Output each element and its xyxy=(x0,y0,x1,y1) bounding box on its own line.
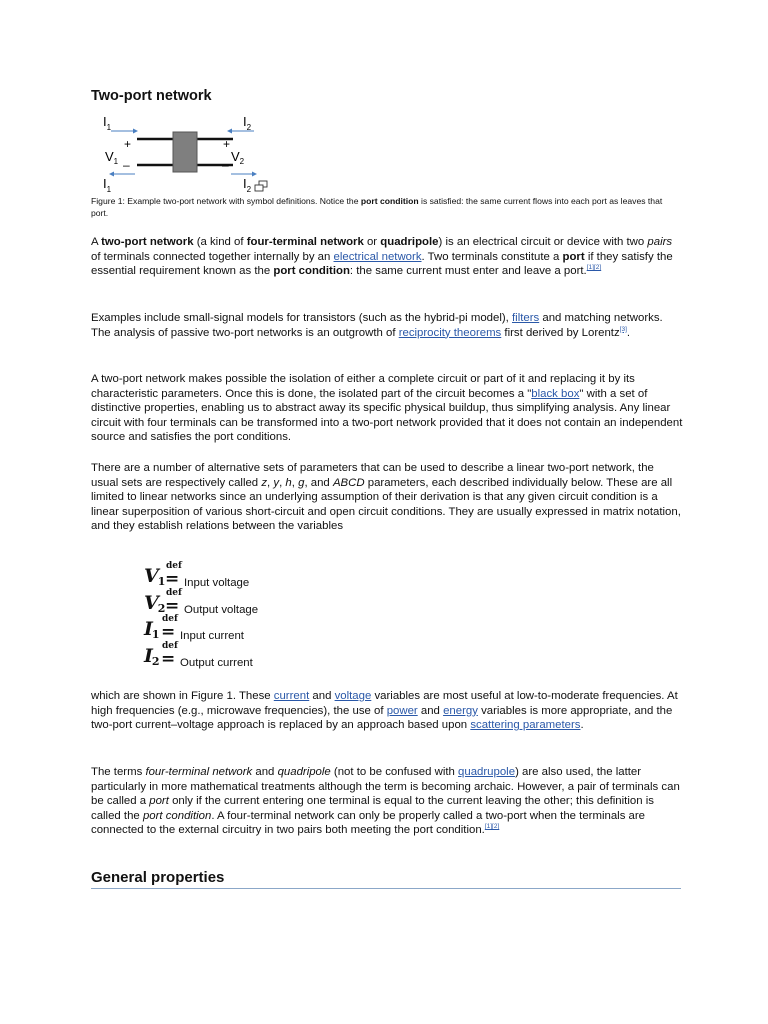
page-title: Two-port network xyxy=(91,88,212,104)
i1-top-label: $I_1$ xyxy=(103,114,112,132)
variable-i2: $I_2$ def = Output current xyxy=(144,640,253,669)
two-port-diagram xyxy=(91,112,281,194)
variable-v2: $V_2$ def = Output voltage xyxy=(144,587,259,616)
i1-top-arrowhead xyxy=(133,129,138,134)
paragraph-parameters: There are a number of alternative sets of parameters that can be used to describe a linear two-port network, the usual sets are respectively called z, y, h, g, and ABCD parameters, each described individually below. These are all limited to linear networks since an underlying assumption of their derivation is that any given circuit condition is a linear superposition of various short-circuit and open circuit conditions. They are usually expressed in matrix notation, and they establish relations between the variables xyxy=(91,462,681,532)
link-filters[interactable]: filters xyxy=(512,312,540,324)
v1-label: $V_1$ xyxy=(105,149,119,166)
citation-1-2[interactable]: [1][2] xyxy=(586,264,602,271)
link-electrical-network[interactable]: electrical network xyxy=(333,250,422,263)
i1-bottom-arrowhead xyxy=(109,172,114,177)
paragraph-black-box: A two-port network makes possible the isolation of either a complete circuit or part of it and replacing it by its characteristic parameters. Once this is done, the isolated part of the circuit becomes a "black box" with a set of distinctive properties, enabling us to abstract away its specific physical buildup, thus simplifying analysis. Any linear circuit with four terminals can be transformed into a two-port network provided that it does not contain an independent source and satisfies the port conditions. xyxy=(91,373,683,443)
v2-label: $V_2$ xyxy=(231,149,245,166)
i1-bottom-label: $I_1$ xyxy=(103,176,112,194)
minus-right: – xyxy=(222,158,229,172)
citation-3[interactable]: [3] xyxy=(619,325,627,333)
i2-top-arrowhead xyxy=(227,129,232,134)
section-heading-general-properties: General properties xyxy=(91,869,681,889)
plus-right: + xyxy=(223,137,231,151)
link-black-box[interactable]: black box xyxy=(531,387,580,400)
link-voltage[interactable]: voltage xyxy=(334,690,372,702)
enlarge-icon[interactable] xyxy=(255,181,267,191)
paragraph-intro: A two-port network (a kind of four-terminal network or quadripole) is an electrical circuit or device with two pairs of terminals connected together internally by an electrical network. Two terminals constitute a port if they satisfy the essential requirement known as the port condition: the same current must enter and leave a port.[1][2] xyxy=(91,236,673,277)
link-quadrupole[interactable]: quadrupole xyxy=(458,766,516,778)
paragraph-variables: which are shown in Figure 1. These current and voltage variables are most useful at low-to-moderate frequencies. At high frequencies (e.g., microwave frequencies), the use of power and energy variables is more appropriate, and the two-port current–voltage approach is replaced by an approach based upon scattering parameters. xyxy=(91,690,678,731)
plus-left: + xyxy=(124,137,132,151)
variable-i1: $I_1$ def = Input current xyxy=(144,614,244,642)
paragraph-terms: The terms four-terminal network and quadripole (not to be confused with quadrupole) are also used, the latter particularly in more mathematical treatments although the term is becoming archaic. However, a pair of terminals can be called a port only if the current entering one terminal is equal to the current leaving the other; this definition is called the port condition. A four-terminal network can only be properly called a two-port when the terminals are connected to the external circuitry in two pairs both meeting the port condition.[1][2] xyxy=(91,766,680,836)
minus-left: – xyxy=(123,158,130,172)
link-current[interactable]: current xyxy=(273,690,310,702)
i2-bottom-arrowhead xyxy=(252,172,257,177)
link-reciprocity-theorems[interactable]: reciprocity theorems xyxy=(398,326,502,339)
i2-bottom-label: $I_2$ xyxy=(243,176,252,194)
i2-top-label: $I_2$ xyxy=(243,114,252,132)
variable-v1: $V_1$ def = Input voltage xyxy=(144,561,250,589)
citation-1-2-b[interactable]: [1][2] xyxy=(484,823,500,830)
variable-definitions xyxy=(144,561,394,671)
figure-caption: Figure 1: Example two-port network with symbol definitions. Notice the port condition is satisfied: the same current flows into each port as leaves that port. xyxy=(91,196,663,218)
network-box xyxy=(173,132,197,172)
link-power[interactable]: power xyxy=(386,704,418,717)
paragraph-examples: Examples include small-signal models for transistors (such as the hybrid-pi model), filters and matching networks. The analysis of passive two-port networks is an outgrowth of reciprocity theorems first derived by Lorentz[3]. xyxy=(91,312,663,339)
link-energy[interactable]: energy xyxy=(443,704,478,717)
link-scattering-parameters[interactable]: scattering parameters xyxy=(470,719,581,731)
